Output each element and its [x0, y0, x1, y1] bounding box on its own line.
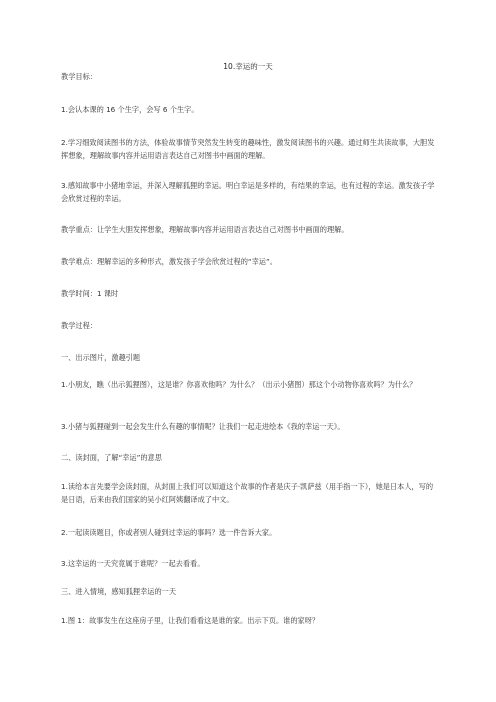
paragraph-key-points: 教学重点：让学生大胆发挥想象，理解故事内容并运用语言表达自己对图书中画面的理解。 [61, 225, 349, 234]
paragraph-objective-2: 2.学习细致阅读图书的方法，体验故事情节突然发生转变的趣味性，激发阅读图书的兴趣。通过师生共读故事，大胆发挥想象，理解故事内容并运用语言表达自己对图书中画面的理解。 [61, 138, 435, 160]
paragraph-step-2-2: 2.一起读读题目，你或者别人碰到过幸运的事吗？选一件告诉大家。 [61, 528, 277, 537]
document-title: 10.幸运的一天 [223, 62, 273, 71]
paragraph-objectives-heading: 教学目标： [61, 72, 97, 81]
paragraph-objective-3: 3.感知故事中小猪地幸运，并深入理解狐狸的幸运。明白幸运是多样的，有结果的幸运，也有过程的幸运。激发孩子学会欣赏过程的幸运。 [61, 181, 435, 203]
paragraph-step-1-1: 1.小朋友，瞧（出示狐狸图），这是谁？你喜欢他吗？为什么？（出示小猪图）那这个小动物你喜欢吗？为什么？ [61, 380, 417, 389]
paragraph-teaching-time: 教学时间：1 课时 [61, 289, 119, 298]
section-heading-1: 一、出示图片，激趣引题 [61, 353, 141, 362]
paragraph-objective-1: 1.会认本课的 16 个生字，会写 6 个生字。 [61, 105, 199, 114]
paragraph-step-1-3: 3.小猪与狐狸碰到一起会发生什么有趣的事情呢？让我们一起走进绘本《我的幸运一天》。 [61, 422, 345, 431]
section-heading-3: 三、进入情境，感知狐狸幸运的一天 [61, 587, 177, 596]
paragraph-step-2-3: 3.这幸运的一天究竟属于谁呢？一起去看看。 [61, 559, 205, 568]
section-heading-2: 二、读封面，了解“幸运”的意思 [61, 453, 162, 462]
paragraph-difficulties: 教学难点：理解幸运的多种形式，激发孩子学会欣赏过程的“幸运”。 [61, 257, 277, 266]
paragraph-step-3-1: 1.图 1：故事发生在这座房子里，让我们看看这是谁的家。出示下页。谁的家呀？ [61, 616, 320, 625]
paragraph-step-2-1: 1.读给本言先要学会读封面，从封面上我们可以知道这个故事的作者是庆子·凯萨兹（用手指一下），她是日本人，写的是日语，后来由我们国家的吴小红阿姨翻译成了中文。 [61, 482, 434, 504]
paragraph-process-heading: 教学过程： [61, 321, 97, 330]
